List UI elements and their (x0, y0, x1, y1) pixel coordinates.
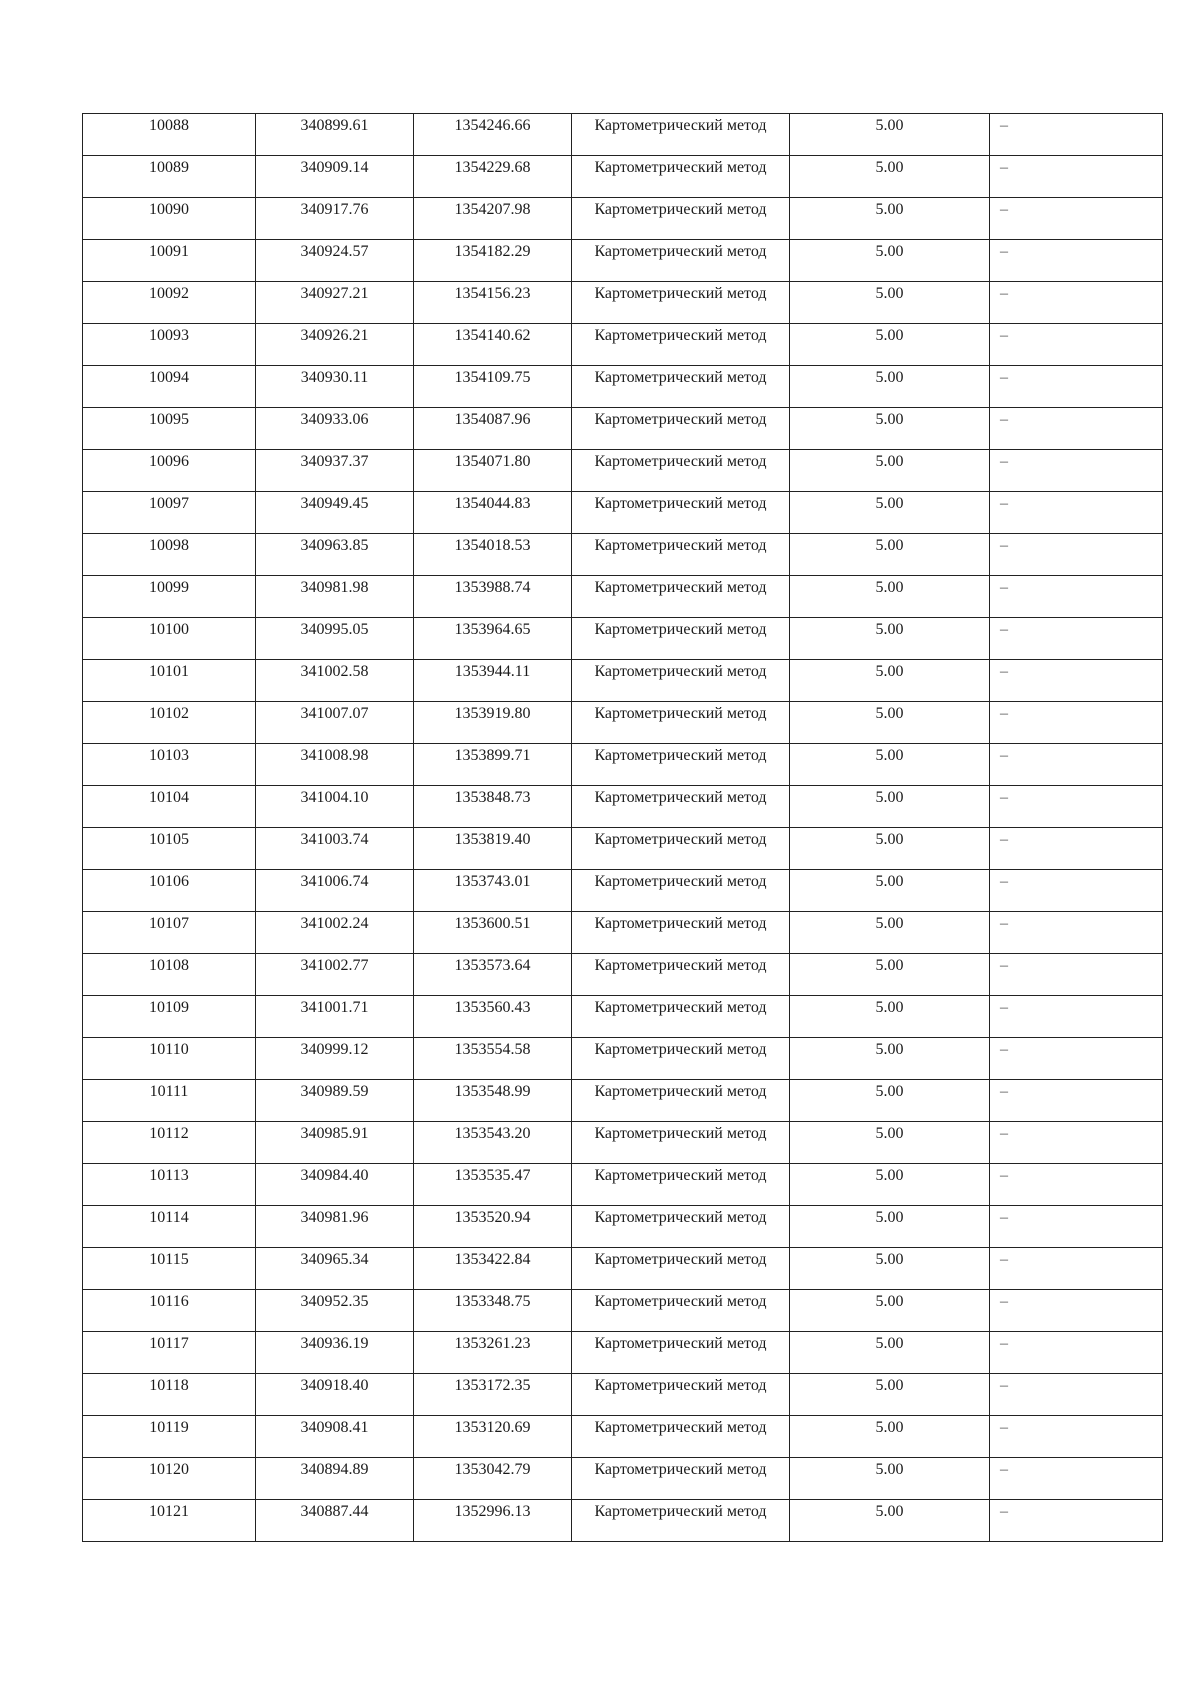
method-cell: Картометрический метод (572, 324, 790, 366)
method-cell: Картометрический метод (572, 660, 790, 702)
y-coordinate-cell: 1353573.64 (414, 954, 572, 996)
method-cell: Картометрический метод (572, 744, 790, 786)
table-row (83, 576, 1163, 618)
accuracy-cell: 5.00 (790, 114, 990, 156)
description-cell: – (990, 534, 1163, 576)
description-cell: – (990, 1332, 1163, 1374)
accuracy-cell: 5.00 (790, 240, 990, 282)
table-row (83, 870, 1163, 912)
table-row (83, 1416, 1163, 1458)
accuracy-cell: 5.00 (790, 450, 990, 492)
accuracy-cell: 5.00 (790, 1164, 990, 1206)
method-cell: Картометрический метод (572, 1206, 790, 1248)
method-cell: Картометрический метод (572, 828, 790, 870)
method-cell: Картометрический метод (572, 1038, 790, 1080)
description-cell: – (990, 282, 1163, 324)
point-number-cell: 10118 (83, 1374, 256, 1416)
method-cell: Картометрический метод (572, 1416, 790, 1458)
table-row (83, 1290, 1163, 1332)
description-cell: – (990, 1458, 1163, 1500)
table-row (83, 996, 1163, 1038)
description-cell: – (990, 1374, 1163, 1416)
table-row (83, 198, 1163, 240)
point-number-cell: 10116 (83, 1290, 256, 1332)
y-coordinate-cell: 1353554.58 (414, 1038, 572, 1080)
x-coordinate-cell: 340930.11 (256, 366, 414, 408)
y-coordinate-cell: 1353919.80 (414, 702, 572, 744)
x-coordinate-cell: 340927.21 (256, 282, 414, 324)
accuracy-cell: 5.00 (790, 1080, 990, 1122)
table-row (83, 156, 1163, 198)
coordinates-table (82, 113, 1163, 1542)
x-coordinate-cell: 340908.41 (256, 1416, 414, 1458)
y-coordinate-cell: 1353535.47 (414, 1164, 572, 1206)
description-cell: – (990, 576, 1163, 618)
y-coordinate-cell: 1353543.20 (414, 1122, 572, 1164)
x-coordinate-cell: 341001.71 (256, 996, 414, 1038)
table-row (83, 1332, 1163, 1374)
accuracy-cell: 5.00 (790, 1332, 990, 1374)
x-coordinate-cell: 341003.74 (256, 828, 414, 870)
description-cell: – (990, 1500, 1163, 1542)
description-cell: – (990, 828, 1163, 870)
method-cell: Картометрический метод (572, 1332, 790, 1374)
table-row (83, 1458, 1163, 1500)
x-coordinate-cell: 340937.37 (256, 450, 414, 492)
x-coordinate-cell: 340984.40 (256, 1164, 414, 1206)
method-cell: Картометрический метод (572, 282, 790, 324)
table-row (83, 954, 1163, 996)
method-cell: Картометрический метод (572, 450, 790, 492)
table-row (83, 282, 1163, 324)
table-row (83, 1080, 1163, 1122)
y-coordinate-cell: 1353848.73 (414, 786, 572, 828)
x-coordinate-cell: 341008.98 (256, 744, 414, 786)
accuracy-cell: 5.00 (790, 996, 990, 1038)
method-cell: Картометрический метод (572, 408, 790, 450)
point-number-cell: 10110 (83, 1038, 256, 1080)
y-coordinate-cell: 1353548.99 (414, 1080, 572, 1122)
accuracy-cell: 5.00 (790, 366, 990, 408)
point-number-cell: 10104 (83, 786, 256, 828)
description-cell: – (990, 912, 1163, 954)
description-cell: – (990, 996, 1163, 1038)
y-coordinate-cell: 1353964.65 (414, 618, 572, 660)
table-row (83, 1122, 1163, 1164)
y-coordinate-cell: 1354018.53 (414, 534, 572, 576)
method-cell: Картометрический метод (572, 1248, 790, 1290)
description-cell: – (990, 1164, 1163, 1206)
x-coordinate-cell: 341004.10 (256, 786, 414, 828)
x-coordinate-cell: 340887.44 (256, 1500, 414, 1542)
x-coordinate-cell: 340924.57 (256, 240, 414, 282)
accuracy-cell: 5.00 (790, 618, 990, 660)
point-number-cell: 10096 (83, 450, 256, 492)
point-number-cell: 10093 (83, 324, 256, 366)
accuracy-cell: 5.00 (790, 1416, 990, 1458)
point-number-cell: 10092 (83, 282, 256, 324)
point-number-cell: 10106 (83, 870, 256, 912)
accuracy-cell: 5.00 (790, 576, 990, 618)
y-coordinate-cell: 1353944.11 (414, 660, 572, 702)
y-coordinate-cell: 1353422.84 (414, 1248, 572, 1290)
accuracy-cell: 5.00 (790, 1500, 990, 1542)
table-row (83, 912, 1163, 954)
x-coordinate-cell: 341002.58 (256, 660, 414, 702)
table-row (83, 1500, 1163, 1542)
method-cell: Картометрический метод (572, 114, 790, 156)
description-cell: – (990, 954, 1163, 996)
point-number-cell: 10094 (83, 366, 256, 408)
accuracy-cell: 5.00 (790, 702, 990, 744)
method-cell: Картометрический метод (572, 492, 790, 534)
table-row (83, 366, 1163, 408)
description-cell: – (990, 408, 1163, 450)
method-cell: Картометрический метод (572, 1458, 790, 1500)
y-coordinate-cell: 1353988.74 (414, 576, 572, 618)
point-number-cell: 10119 (83, 1416, 256, 1458)
x-coordinate-cell: 340981.96 (256, 1206, 414, 1248)
method-cell: Картометрический метод (572, 1080, 790, 1122)
x-coordinate-cell: 340936.19 (256, 1332, 414, 1374)
point-number-cell: 10103 (83, 744, 256, 786)
description-cell: – (990, 198, 1163, 240)
x-coordinate-cell: 340933.06 (256, 408, 414, 450)
y-coordinate-cell: 1354044.83 (414, 492, 572, 534)
description-cell: – (990, 240, 1163, 282)
description-cell: – (990, 744, 1163, 786)
y-coordinate-cell: 1354207.98 (414, 198, 572, 240)
description-cell: – (990, 1206, 1163, 1248)
x-coordinate-cell: 340917.76 (256, 198, 414, 240)
x-coordinate-cell: 340985.91 (256, 1122, 414, 1164)
table-row (83, 240, 1163, 282)
y-coordinate-cell: 1354156.23 (414, 282, 572, 324)
x-coordinate-cell: 341007.07 (256, 702, 414, 744)
method-cell: Картометрический метод (572, 954, 790, 996)
x-coordinate-cell: 341006.74 (256, 870, 414, 912)
accuracy-cell: 5.00 (790, 492, 990, 534)
description-cell: – (990, 1080, 1163, 1122)
y-coordinate-cell: 1353520.94 (414, 1206, 572, 1248)
table-row (83, 1038, 1163, 1080)
accuracy-cell: 5.00 (790, 1248, 990, 1290)
accuracy-cell: 5.00 (790, 828, 990, 870)
y-coordinate-cell: 1353899.71 (414, 744, 572, 786)
point-number-cell: 10095 (83, 408, 256, 450)
x-coordinate-cell: 341002.77 (256, 954, 414, 996)
x-coordinate-cell: 340989.59 (256, 1080, 414, 1122)
accuracy-cell: 5.00 (790, 912, 990, 954)
table-row (83, 786, 1163, 828)
point-number-cell: 10089 (83, 156, 256, 198)
method-cell: Картометрический метод (572, 702, 790, 744)
accuracy-cell: 5.00 (790, 1290, 990, 1332)
method-cell: Картометрический метод (572, 786, 790, 828)
y-coordinate-cell: 1354109.75 (414, 366, 572, 408)
accuracy-cell: 5.00 (790, 1122, 990, 1164)
method-cell: Картометрический метод (572, 1374, 790, 1416)
point-number-cell: 10099 (83, 576, 256, 618)
point-number-cell: 10111 (83, 1080, 256, 1122)
y-coordinate-cell: 1353348.75 (414, 1290, 572, 1332)
point-number-cell: 10115 (83, 1248, 256, 1290)
method-cell: Картометрический метод (572, 912, 790, 954)
description-cell: – (990, 1122, 1163, 1164)
description-cell: – (990, 660, 1163, 702)
point-number-cell: 10113 (83, 1164, 256, 1206)
x-coordinate-cell: 340995.05 (256, 618, 414, 660)
description-cell: – (990, 366, 1163, 408)
point-number-cell: 10107 (83, 912, 256, 954)
x-coordinate-cell: 340926.21 (256, 324, 414, 366)
x-coordinate-cell: 340981.98 (256, 576, 414, 618)
method-cell: Картометрический метод (572, 1500, 790, 1542)
method-cell: Картометрический метод (572, 618, 790, 660)
method-cell: Картометрический метод (572, 870, 790, 912)
point-number-cell: 10090 (83, 198, 256, 240)
description-cell: – (990, 156, 1163, 198)
table-row (83, 1164, 1163, 1206)
x-coordinate-cell: 340963.85 (256, 534, 414, 576)
x-coordinate-cell: 340965.34 (256, 1248, 414, 1290)
description-cell: – (990, 786, 1163, 828)
table-row (83, 1206, 1163, 1248)
x-coordinate-cell: 340952.35 (256, 1290, 414, 1332)
accuracy-cell: 5.00 (790, 1206, 990, 1248)
description-cell: – (990, 450, 1163, 492)
description-cell: – (990, 1038, 1163, 1080)
method-cell: Картометрический метод (572, 366, 790, 408)
y-coordinate-cell: 1354182.29 (414, 240, 572, 282)
accuracy-cell: 5.00 (790, 1458, 990, 1500)
table-row (83, 492, 1163, 534)
y-coordinate-cell: 1353172.35 (414, 1374, 572, 1416)
method-cell: Картометрический метод (572, 576, 790, 618)
description-cell: – (990, 1416, 1163, 1458)
point-number-cell: 10088 (83, 114, 256, 156)
accuracy-cell: 5.00 (790, 870, 990, 912)
y-coordinate-cell: 1353819.40 (414, 828, 572, 870)
y-coordinate-cell: 1354087.96 (414, 408, 572, 450)
table-row (83, 828, 1163, 870)
method-cell: Картометрический метод (572, 1122, 790, 1164)
point-number-cell: 10102 (83, 702, 256, 744)
description-cell: – (990, 324, 1163, 366)
point-number-cell: 10097 (83, 492, 256, 534)
description-cell: – (990, 870, 1163, 912)
y-coordinate-cell: 1353560.43 (414, 996, 572, 1038)
point-number-cell: 10114 (83, 1206, 256, 1248)
accuracy-cell: 5.00 (790, 324, 990, 366)
accuracy-cell: 5.00 (790, 282, 990, 324)
point-number-cell: 10121 (83, 1500, 256, 1542)
y-coordinate-cell: 1353042.79 (414, 1458, 572, 1500)
x-coordinate-cell: 340999.12 (256, 1038, 414, 1080)
table-row (83, 618, 1163, 660)
accuracy-cell: 5.00 (790, 1038, 990, 1080)
description-cell: – (990, 618, 1163, 660)
y-coordinate-cell: 1353743.01 (414, 870, 572, 912)
table-row (83, 114, 1163, 156)
point-number-cell: 10120 (83, 1458, 256, 1500)
accuracy-cell: 5.00 (790, 786, 990, 828)
y-coordinate-cell: 1354140.62 (414, 324, 572, 366)
table-row (83, 324, 1163, 366)
table-row (83, 534, 1163, 576)
point-number-cell: 10100 (83, 618, 256, 660)
point-number-cell: 10112 (83, 1122, 256, 1164)
table-row (83, 660, 1163, 702)
description-cell: – (990, 114, 1163, 156)
y-coordinate-cell: 1354229.68 (414, 156, 572, 198)
x-coordinate-cell: 340909.14 (256, 156, 414, 198)
accuracy-cell: 5.00 (790, 198, 990, 240)
y-coordinate-cell: 1354246.66 (414, 114, 572, 156)
x-coordinate-cell: 340899.61 (256, 114, 414, 156)
method-cell: Картометрический метод (572, 534, 790, 576)
point-number-cell: 10105 (83, 828, 256, 870)
table-row (83, 744, 1163, 786)
accuracy-cell: 5.00 (790, 156, 990, 198)
accuracy-cell: 5.00 (790, 660, 990, 702)
table-row (83, 450, 1163, 492)
description-cell: – (990, 1248, 1163, 1290)
accuracy-cell: 5.00 (790, 1374, 990, 1416)
point-number-cell: 10091 (83, 240, 256, 282)
method-cell: Картометрический метод (572, 198, 790, 240)
point-number-cell: 10117 (83, 1332, 256, 1374)
description-cell: – (990, 492, 1163, 534)
table-row (83, 408, 1163, 450)
method-cell: Картометрический метод (572, 1290, 790, 1332)
method-cell: Картометрический метод (572, 996, 790, 1038)
table-row (83, 1374, 1163, 1416)
y-coordinate-cell: 1354071.80 (414, 450, 572, 492)
accuracy-cell: 5.00 (790, 408, 990, 450)
y-coordinate-cell: 1352996.13 (414, 1500, 572, 1542)
accuracy-cell: 5.00 (790, 534, 990, 576)
point-number-cell: 10108 (83, 954, 256, 996)
x-coordinate-cell: 340918.40 (256, 1374, 414, 1416)
method-cell: Картометрический метод (572, 156, 790, 198)
accuracy-cell: 5.00 (790, 954, 990, 996)
method-cell: Картометрический метод (572, 240, 790, 282)
x-coordinate-cell: 341002.24 (256, 912, 414, 954)
description-cell: – (990, 702, 1163, 744)
y-coordinate-cell: 1353261.23 (414, 1332, 572, 1374)
point-number-cell: 10109 (83, 996, 256, 1038)
coordinates-table-body (83, 114, 1163, 1542)
description-cell: – (990, 1290, 1163, 1332)
method-cell: Картометрический метод (572, 1164, 790, 1206)
y-coordinate-cell: 1353120.69 (414, 1416, 572, 1458)
x-coordinate-cell: 340949.45 (256, 492, 414, 534)
point-number-cell: 10098 (83, 534, 256, 576)
table-row (83, 702, 1163, 744)
accuracy-cell: 5.00 (790, 744, 990, 786)
y-coordinate-cell: 1353600.51 (414, 912, 572, 954)
table-row (83, 1248, 1163, 1290)
point-number-cell: 10101 (83, 660, 256, 702)
x-coordinate-cell: 340894.89 (256, 1458, 414, 1500)
